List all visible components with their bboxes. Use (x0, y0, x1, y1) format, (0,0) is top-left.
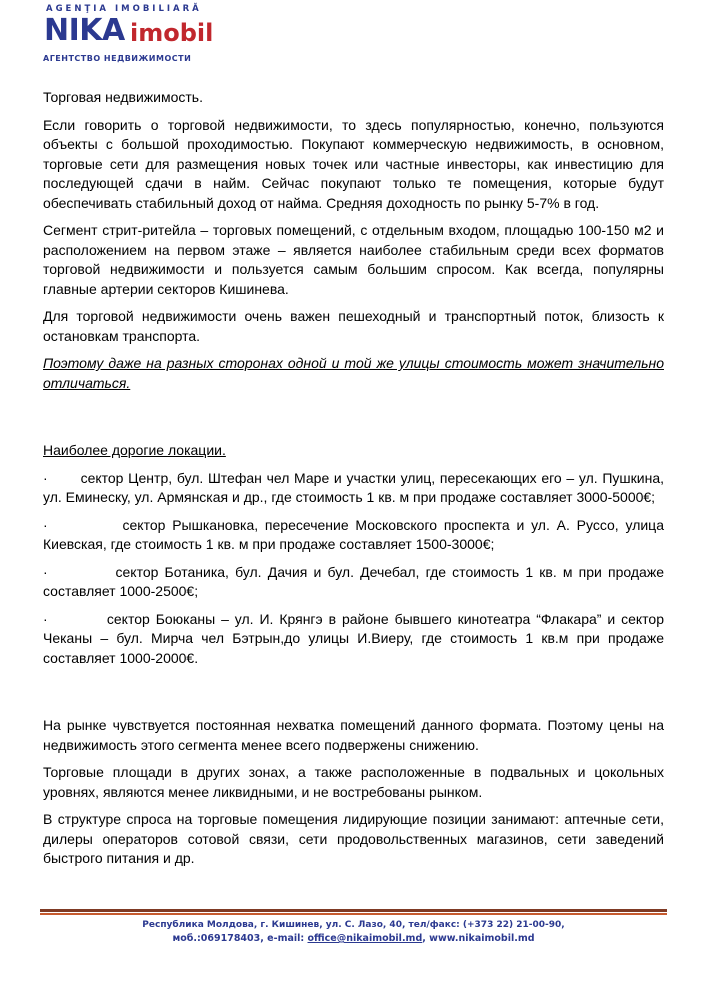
footer-divider (40, 909, 667, 912)
bullet-text: сектор Ботаника, бул. Дачия и бул. Дечебал, где стоимость 1 кв. м при продаже составляет 1000-2500€; (43, 563, 664, 599)
bullet-mark: · (43, 610, 48, 627)
bullet-text: сектор Рышкановка, пересечение Московского проспекта и ул. А. Руссо, улица Киевская, где стоимость 1 кв. м при продаже составляет 1500-3000€; (43, 516, 664, 552)
page-footer (0, 918, 707, 946)
footer-website-link[interactable]: www.nikaimobil.md (429, 933, 535, 944)
paragraph-3: Для торговой недвижимости очень важен пешеходный и транспортный поток, близость к остановкам транспорта. (43, 308, 664, 344)
footer-address: Республика Молдова, г. Кишинев, ул. С. Лазо, 40, тел/факс: (+373 22) 21-00-90, (142, 920, 565, 930)
paragraph-6: Торговые площади в других зонах, а также расположенные в подвальных и цокольных уровнях, являются менее ликвидными, и не востребованы рынком. (43, 764, 664, 800)
footer-mobile: моб.:069178403, e-mail: (172, 933, 308, 944)
bullet-mark: · (43, 469, 48, 486)
paragraph-2: Сегмент стрит-ритейла – торговых помещений, с отдельным входом, площадью 100-150 м2 и расположением на первом этаже – является наиболее стабильным среди всех форматов торговой недвижимости и пользуется самым большим спросом. Как всегда, популярны главные артерии секторов Кишинева. (43, 222, 664, 297)
paragraph-1: Если говорить о торговой недвижимости, то здесь популярностью, конечно, пользуются объекты с большой проходимостью. Покупают коммерческую недвижимость, в основном, торговые сети для размещения новых точек или частные инвесторы, как инвестицию для последующей сдачи в найм. Сейчас покупают только те помещения, которые будут обеспечивать стабильный доход от найма. Средняя доходность по рынку 5-7% в год. (43, 116, 664, 211)
logo-top-text: AGENŢIA IMOBILIARĂ (46, 4, 202, 14)
locations-heading: Наиболее дорогие локации. (43, 442, 226, 458)
footer-divider-accent (40, 913, 667, 915)
bullet-text: сектор Боюканы – ул. И. Крянгэ в районе бывшего кинотеатра “Флакара” и сектор Чеканы – бул. Мирча чел Бэтрын,до улицы И.Виеру, где стоимость 1 кв.м при продаже составляет 1000-2000€. (43, 610, 664, 666)
logo-brand-second: imobil (130, 19, 214, 47)
logo-bottom-text: АГЕНТСТВО НЕДВИЖИМОСТИ (43, 54, 192, 63)
footer-email-link[interactable]: office@nikaimobil.md (307, 933, 423, 944)
bullet-text: сектор Центр, бул. Штефан чел Маре и участки улиц, пересекающих его – ул. Пушкина, ул. Еминеску, ул. Армянская и др., где стоимость 1 кв. м при продаже составляет 3000-5000€; (43, 469, 664, 505)
bullet-item-2 (43, 516, 664, 555)
footer-separator: , (422, 933, 430, 944)
paragraph-emphasis: Поэтому даже на разных сторонах одной и той же улицы стоимость может значительно отличаться. (43, 355, 664, 391)
document-body (43, 88, 664, 877)
bullet-mark: · (43, 516, 48, 533)
paragraph-7: В структуре спроса на торговые помещения лидирующие позиции занимают: аптечные сети, дилеры операторов сотовой связи, сети продовольственных магазинов, сети заведений быстрого питания и др. (43, 811, 664, 866)
paragraph-5: На рынке чувствуется постоянная нехватка помещений данного формата. Поэтому цены на недвижимость этого сегмента менее всего подвержены снижению. (43, 717, 664, 753)
company-logo (38, 4, 238, 66)
bullet-item-1 (43, 469, 664, 508)
logo-brand: NIKA (44, 13, 125, 48)
bullet-mark: · (43, 563, 48, 580)
bullet-item-3 (43, 563, 664, 602)
section-heading: Торговая недвижимость. (43, 89, 203, 105)
footer-contacts (0, 932, 707, 946)
bullet-item-4 (43, 610, 664, 669)
